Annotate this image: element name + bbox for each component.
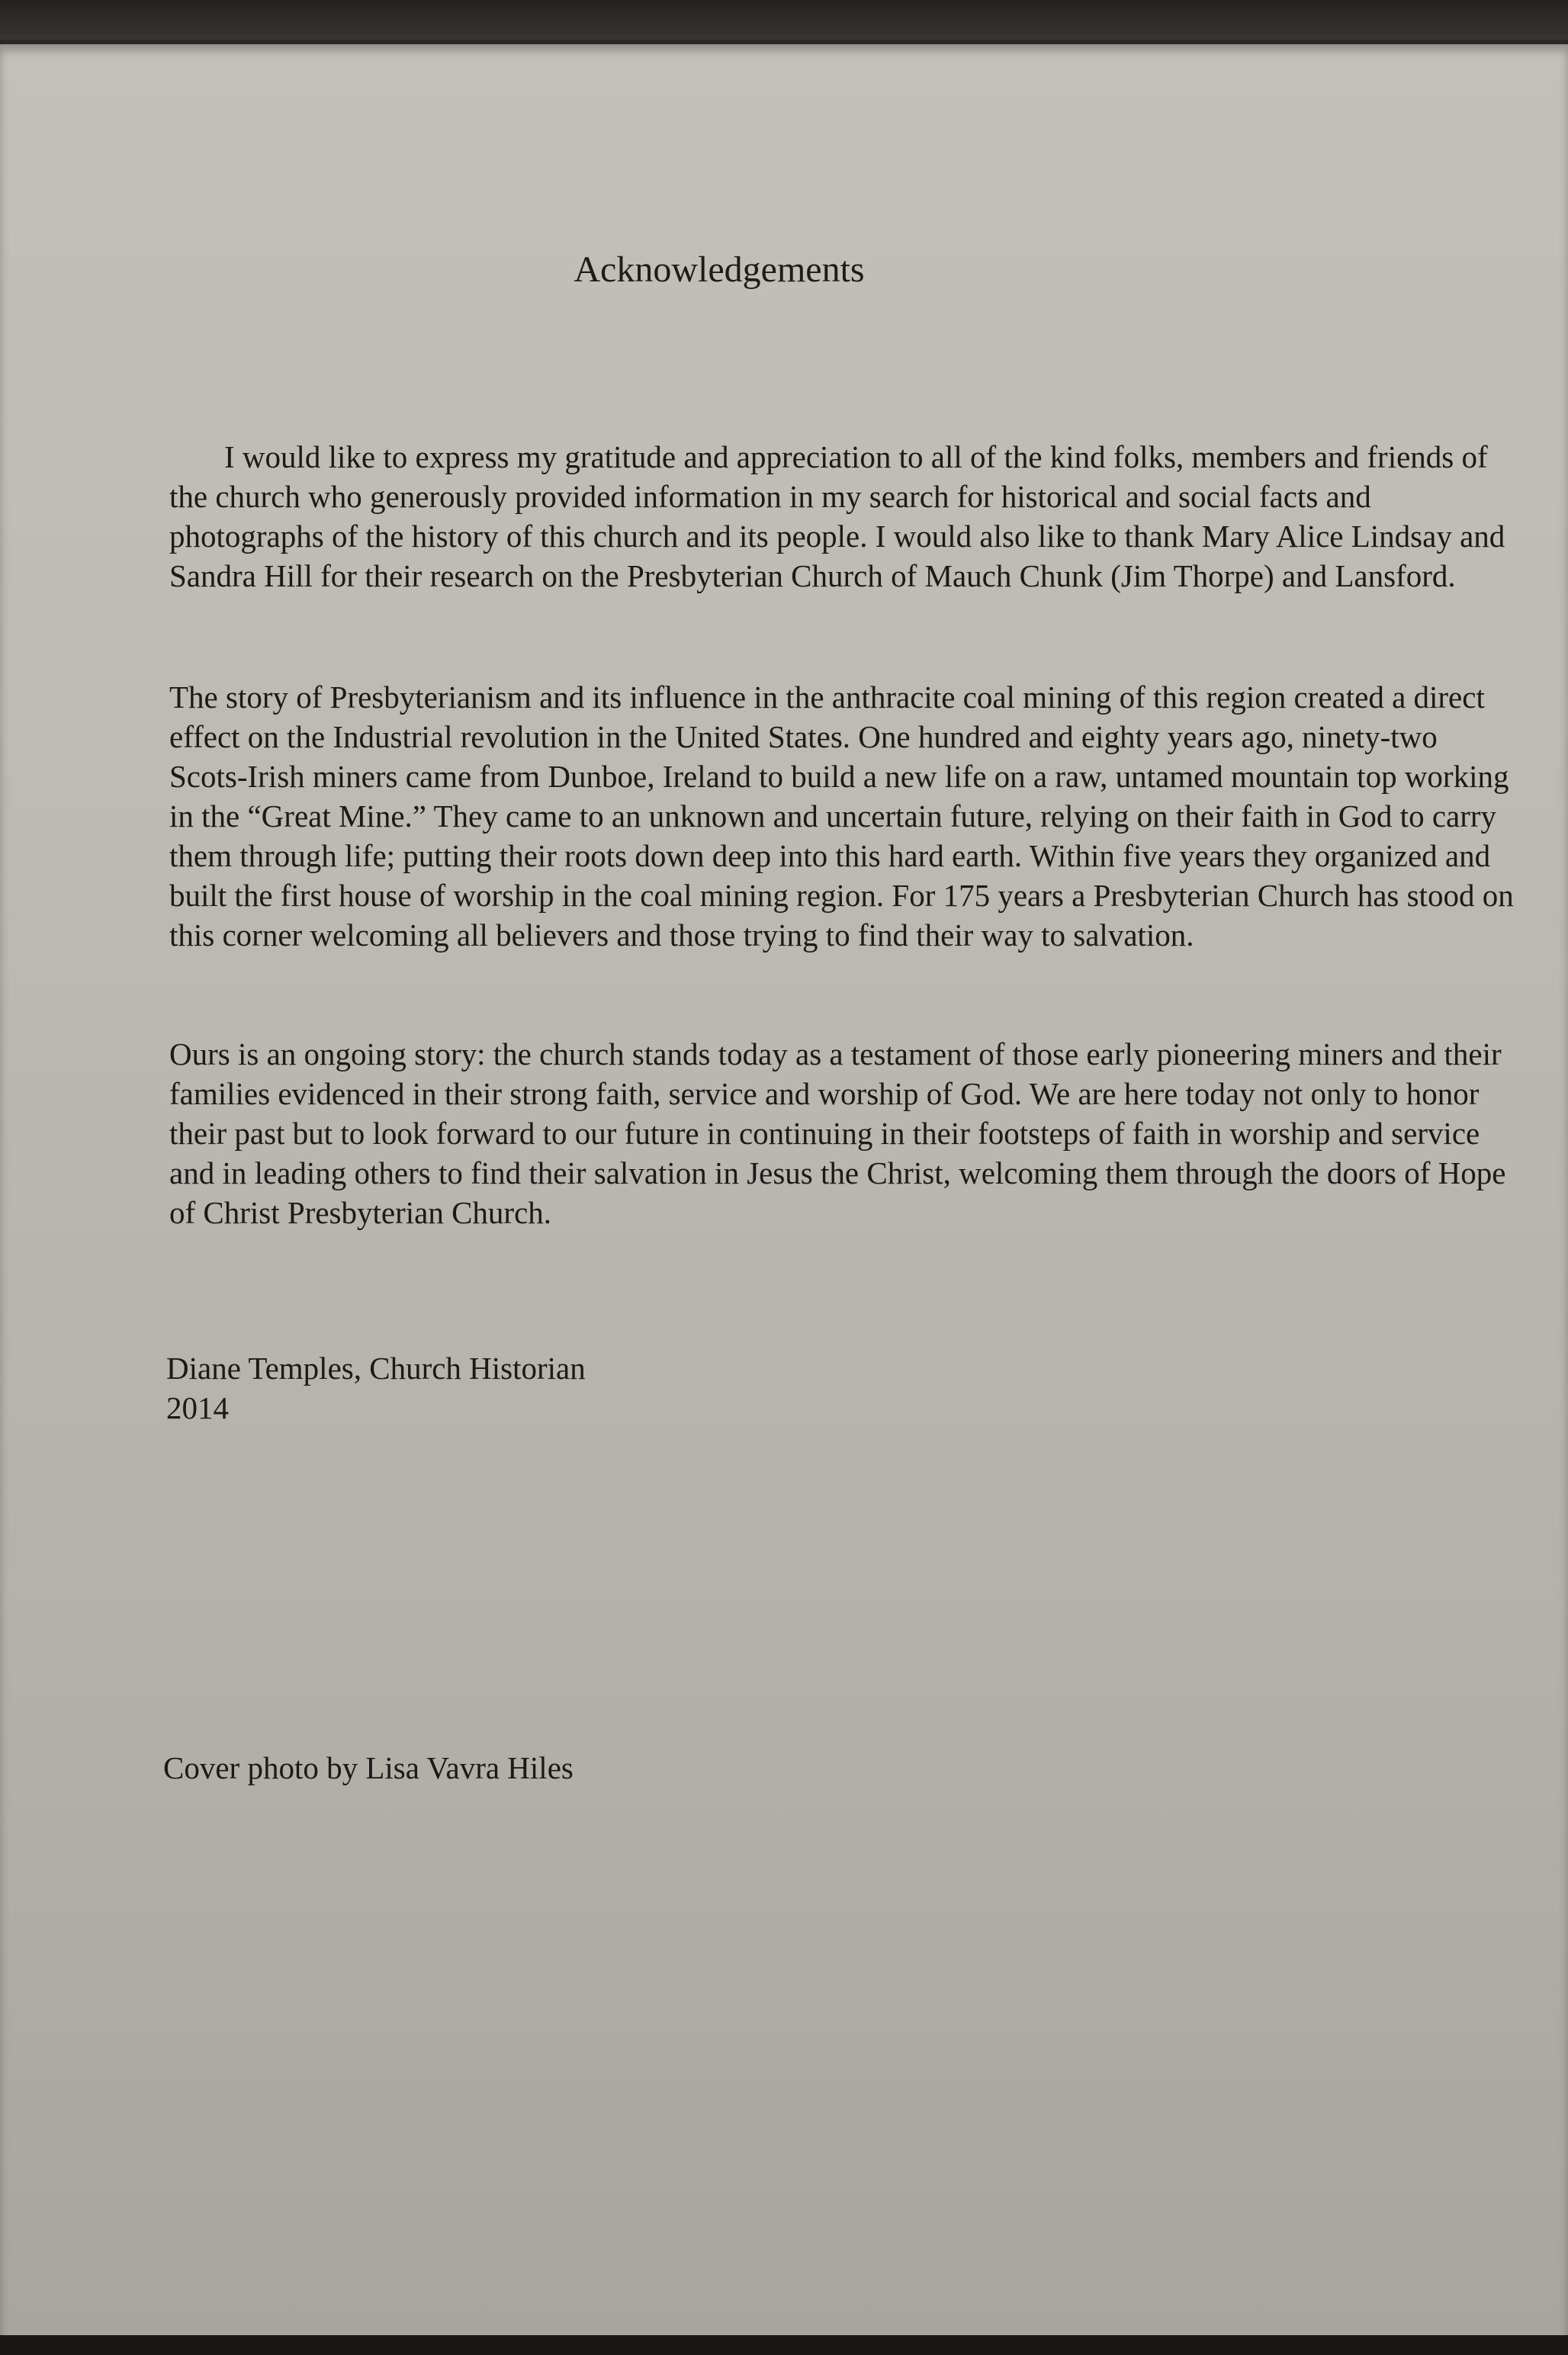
paragraph-gratitude: I would like to express my gratitude and appreciation to all of the kind folks, members and friends of the church who generously provided information in my search for historical and social facts and photographs of the history of this church and its people. I would also like to thank Mary Alice Lindsay and Sandra Hill for their research on the Presbyterian Church of Mauch Chunk (Jim Thorpe) and Lansford.	[169, 439, 1505, 593]
document-page	[0, 40, 1568, 2340]
cover-photo-credit: Cover photo by Lisa Vavra Hiles	[163, 1750, 574, 1785]
photo-bottom-edge	[0, 2335, 1568, 2355]
signature-year: 2014	[166, 1390, 229, 1425]
signature-name: Diane Temples, Church Historian	[166, 1351, 586, 1386]
photo-top-edge	[0, 0, 1568, 46]
paragraph-history: The story of Presbyterianism and its influence in the anthracite coal mining of this region created a direct effect on the Industrial revolution in the United States. One hundred and eighty years ago, ninety-two Scots-Irish miners came from Dunboe, Ireland to build a new life on a raw, untamed mountain top working in the “Great Mine.” They came to an unknown and uncertain future, relying on their faith in God to carry them through life; putting their roots down deep into this hard earth. Within five years they organized and built the first house of worship in the coal mining region. For 175 years a Presbyterian Church has stood on this corner welcoming all believers and those trying to find their way to salvation.	[169, 680, 1514, 953]
paragraph-ongoing-story: Ours is an ongoing story: the church stands today as a testament of those early pioneering miners and their families evidenced in their strong faith, service and worship of God. We are here today not only to honor their past but to look forward to our future in continuing in their footsteps of faith in worship and service and in leading others to find their salvation in Jesus the Christ, welcoming them through the doors of Hope of Christ Presbyterian Church.	[169, 1036, 1506, 1230]
signature-block	[166, 1348, 586, 1428]
page-title: Acknowledgements	[574, 249, 865, 290]
